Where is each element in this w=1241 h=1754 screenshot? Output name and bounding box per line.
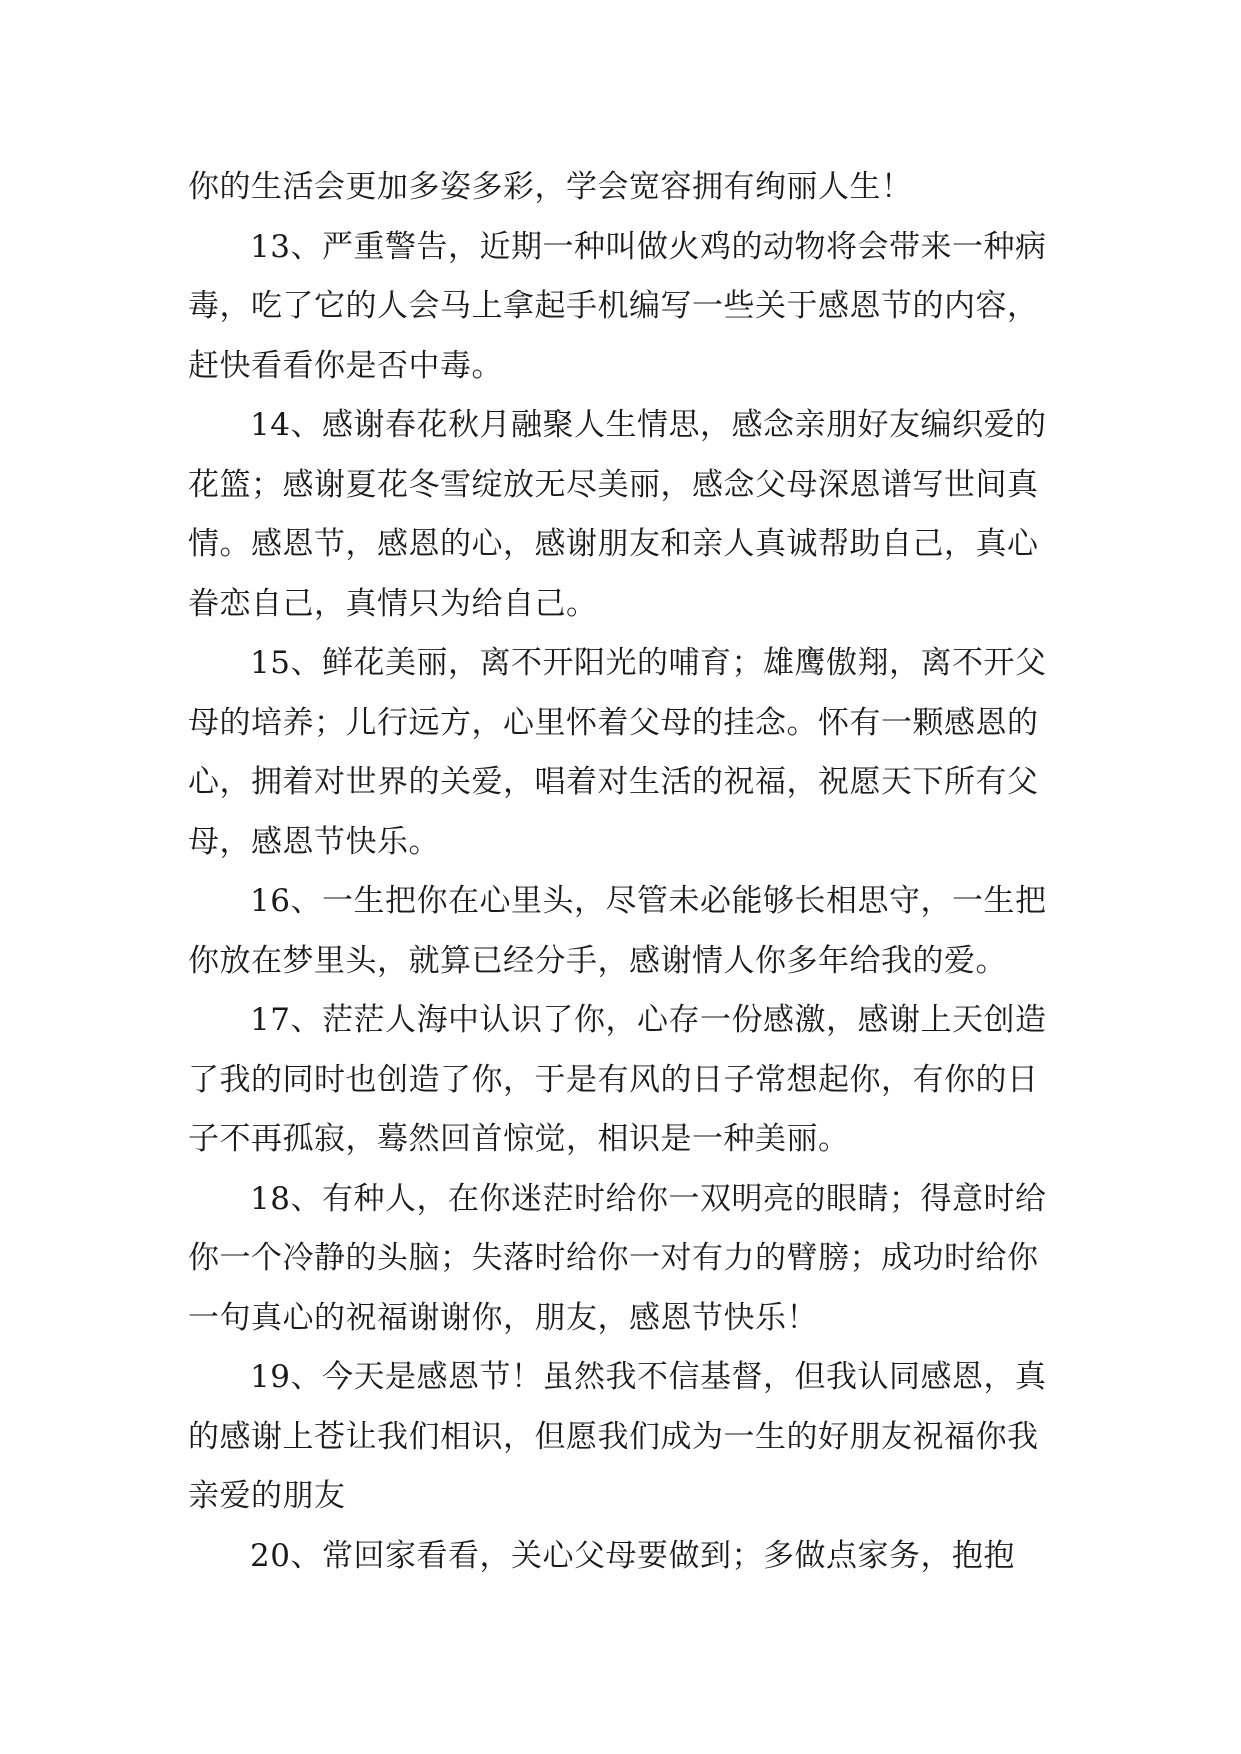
- paragraph-13: 13、严重警告，近期一种叫做火鸡的动物将会带来一种病毒，吃了它的人会马上拿起手机编写一些关于感恩节的内容，赶快看看你是否中毒。: [188, 228, 1047, 384]
- paragraph-14: 14、感谢春花秋月融聚人生情思，感念亲朋好友编织爱的花篮；感谢夏花冬雪绽放无尽美丽，感念父母深恩谱写世间真情。感恩节，感恩的心，感谢朋友和亲人真诚帮助自己，真心眷恋自己，真情只为给自己。: [188, 407, 1047, 622]
- paragraph-16: 16、一生把你在心里头，尽管未必能够长相思守，一生把你放在梦里头，就算已经分手，感谢情人你多年给我的爱。: [188, 883, 1047, 979]
- document-body: [188, 158, 1056, 1586]
- paragraph-19: 19、今天是感恩节！虽然我不信基督，但我认同感恩，真的感谢上苍让我们相识，但愿我们成为一生的好朋友祝福你我亲爱的朋友: [188, 1359, 1047, 1514]
- paragraph-17: 17、茫茫人海中认识了你，心存一份感激，感谢上天创造了我的同时也创造了你，于是有风的日子常想起你，有你的日子不再孤寂，蓦然回首惊觉，相识是一种美丽。: [188, 1002, 1047, 1157]
- paragraph-20: 20、常回家看看，关心父母要做到；多做点家务，抱抱: [250, 1537, 1015, 1574]
- paragraph-15: 15、鲜花美丽，离不开阳光的哺育；雄鹰傲翔，离不开父母的培养；儿行远方，心里怀着父母的挂念。怀有一颗感恩的心，拥着对世界的关爱，唱着对生活的祝福，祝愿天下所有父母，感恩节快乐。: [188, 645, 1047, 860]
- paragraph-18: 18、有种人，在你迷茫时给你一双明亮的眼睛；得意时给你一个冷静的头脑；失落时给你一对有力的臂膀；成功时给你一句真心的祝福谢谢你，朋友，感恩节快乐！: [188, 1180, 1047, 1336]
- paragraph-continuation: 你的生活会更加多姿多彩，学会宽容拥有绚丽人生！: [188, 169, 913, 205]
